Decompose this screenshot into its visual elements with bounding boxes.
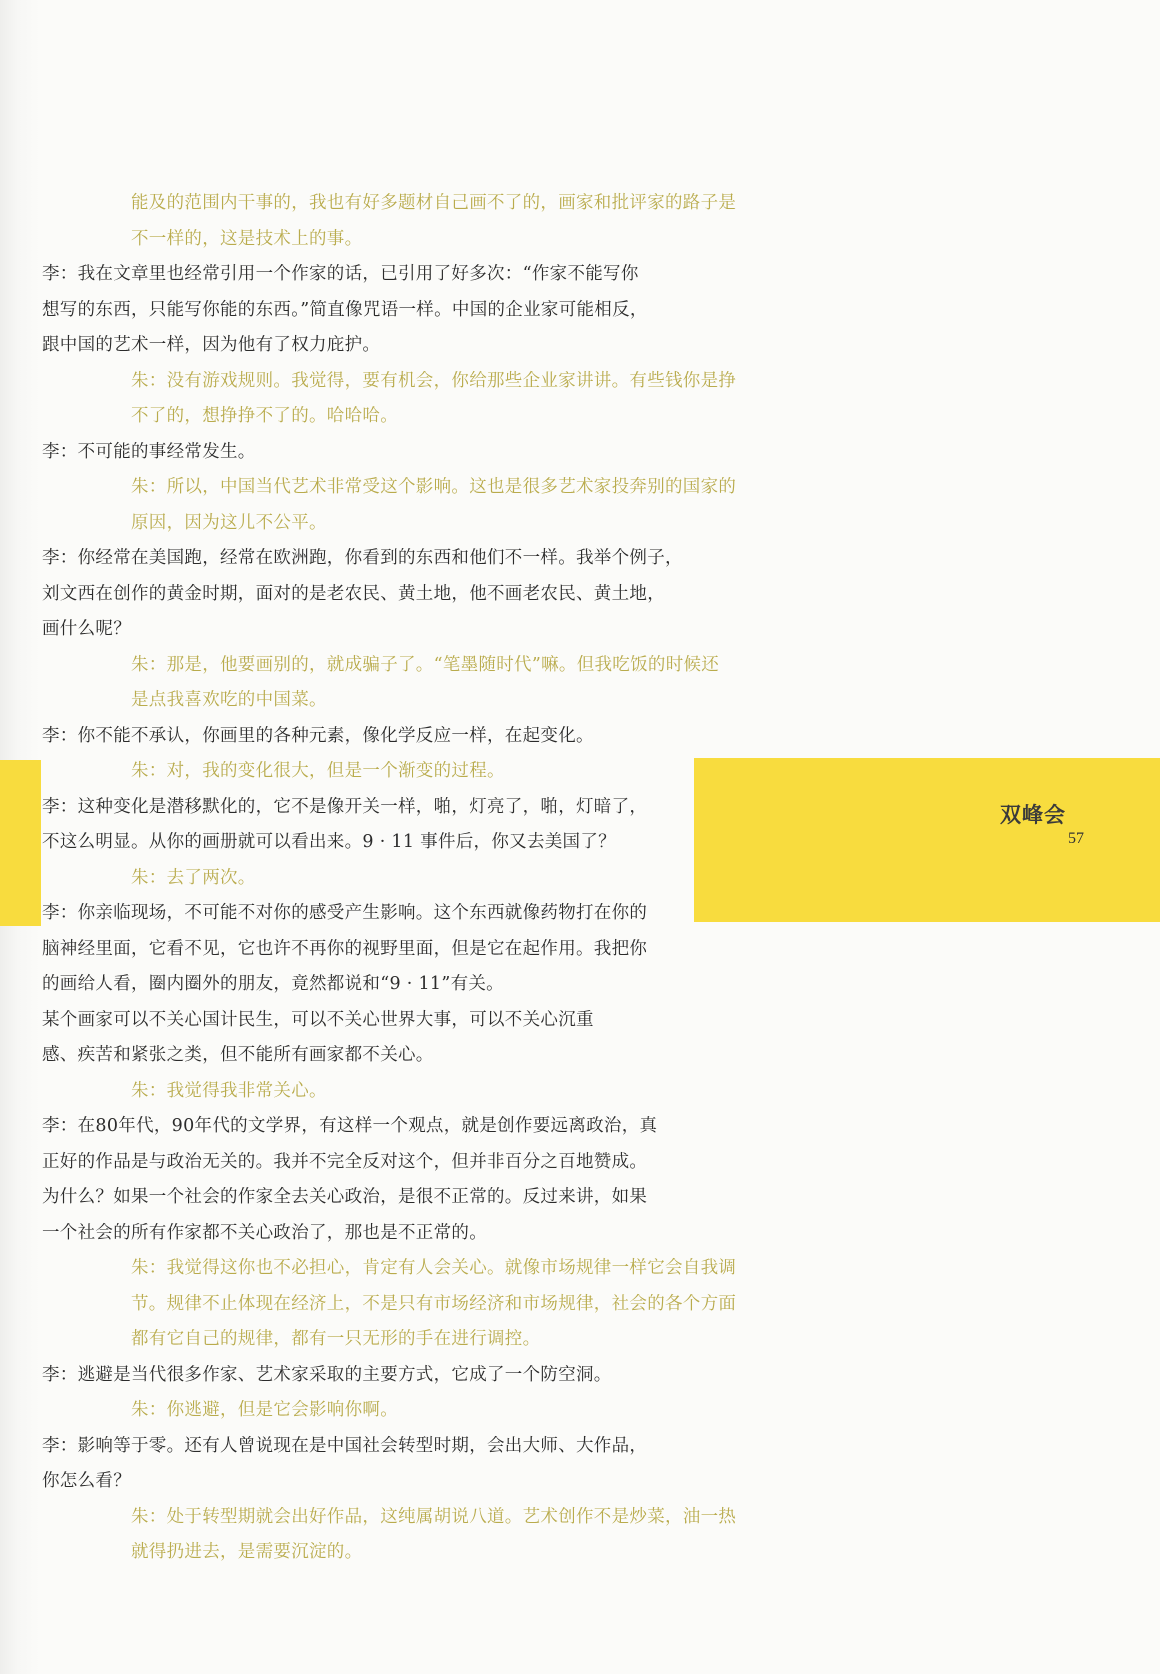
dialogue-line-li: 某个画家可以不关心国计民生，可以不关心世界大事，可以不关心沉重 <box>42 1009 594 1030</box>
dialogue-line-zhu: 朱：没有游戏规则。我觉得，要有机会，你给那些企业家讲讲。有些钱你是挣 <box>131 370 737 391</box>
running-head: 双峰会 <box>1000 802 1066 827</box>
dialogue-line-li: 李：在80年代，90年代的文学界，有这样一个观点，就是创作要远离政治，真 <box>42 1116 658 1136</box>
dialogue-line-li: 不这么明显。从你的画册就可以看出来。9 · 11 事件后，你又去美国了？ <box>42 832 616 852</box>
dialogue-line-zhu: 就得扔进去，是需要沉淀的。 <box>131 1542 363 1562</box>
dialogue-line-zhu: 不一样的，这是技术上的事。 <box>131 228 363 249</box>
dialogue-line-li: 李：逃避是当代很多作家、艺术家采取的主要方式，它成了一个防空洞。 <box>42 1364 612 1385</box>
dialogue-line-li: 的画给人看，圈内圈外的朋友，竟然都说和“9 · 11”有关。 <box>42 974 504 994</box>
dialogue-line-li: 脑神经里面，它看不见，它也许不再你的视野里面，但是它在起作用。我把你 <box>42 938 648 959</box>
dialogue-line-li: 想写的东西，只能写你能的东西。”简直像咒语一样。中国的企业家可能相反， <box>42 299 648 320</box>
dialogue-line-zhu: 朱：处于转型期就会出好作品，这纯属胡说八道。艺术创作不是炒菜，油一热 <box>131 1506 737 1527</box>
dialogue-line-zhu: 原因，因为这儿不公平。 <box>131 512 327 533</box>
dialogue-line-zhu: 是点我喜欢吃的中国菜。 <box>131 690 327 710</box>
dialogue-line-li: 李：影响等于零。还有人曾说现在是中国社会转型时期，会出大师、大作品， <box>42 1435 648 1456</box>
dialogue-line-zhu: 都有它自己的规律，都有一只无形的手在进行调控。 <box>131 1329 541 1349</box>
dialogue-line-zhu: 朱：我觉得这你也不必担心，肯定有人会关心。就像市场规律一样它会自我调 <box>131 1258 737 1278</box>
dialogue-line-li: 正好的作品是与政治无关的。我并不完全反对这个，但并非百分之百地赞成。 <box>42 1151 648 1172</box>
dialogue-line-zhu: 朱：我觉得我非常关心。 <box>131 1080 327 1101</box>
dialogue-line-li: 李：你不能不承认，你画里的各种元素，像化学反应一样，在起变化。 <box>42 725 594 746</box>
dialogue-line-zhu: 朱：去了两次。 <box>131 867 256 888</box>
dialogue-line-zhu: 朱：对，我的变化很大，但是一个渐变的过程。 <box>131 761 505 781</box>
dialogue-line-zhu: 朱：那是，他要画别的，就成骗子了。“笔墨随时代”嘛。但我吃饭的时候还 <box>131 654 720 675</box>
dialogue-line-zhu: 朱：你逃避，但是它会影响你啊。 <box>131 1400 398 1420</box>
dialogue-line-li: 李：你经常在美国跑，经常在欧洲跑，你看到的东西和他们不一样。我举个例子， <box>42 548 683 568</box>
dialogue-line-li: 李：这种变化是潜移默化的，它不是像开关一样，啪，灯亮了，啪，灯暗了， <box>42 796 648 817</box>
dialogue-line-zhu: 朱：所以，中国当代艺术非常受这个影响。这也是很多艺术家投奔别的国家的 <box>131 477 737 497</box>
dialogue-text <box>42 186 794 1571</box>
dialogue-line-li: 为什么？如果一个社会的作家全去关心政治，是很不正常的。反过来讲，如果 <box>42 1187 648 1207</box>
dialogue-line-li: 李：我在文章里也经常引用一个作家的话，已引用了好多次：“作家不能写你 <box>42 264 639 284</box>
dialogue-line-li: 李：你亲临现场，不可能不对你的感受产生影响。这个东西就像药物打在你的 <box>42 903 648 923</box>
dialogue-line-li: 画什么呢？ <box>42 619 131 639</box>
dialogue-line-li: 一个社会的所有作家都不关心政治了，那也是不正常的。 <box>42 1222 487 1243</box>
dialogue-line-zhu: 节。规律不止体现在经济上，不是只有市场经济和市场规律，社会的各个方面 <box>131 1293 737 1314</box>
dialogue-line-li: 感、疾苦和紧张之类，但不能所有画家都不关心。 <box>42 1045 434 1065</box>
dialogue-line-li: 跟中国的艺术一样，因为他有了权力庇护。 <box>42 335 381 355</box>
page-number: 57 <box>1068 830 1084 847</box>
dialogue-line-zhu: 能及的范围内干事的，我也有好多题材自己画不了的，画家和批评家的路子是 <box>131 193 737 213</box>
dialogue-line-li: 刘文西在创作的黄金时期，面对的是老农民、黄土地，他不画老农民、黄土地， <box>42 583 665 604</box>
dialogue-line-li: 你怎么看？ <box>42 1471 131 1491</box>
dialogue-line-zhu: 不了的，想挣挣不了的。哈哈哈。 <box>131 406 398 426</box>
dialogue-line-li: 李：不可能的事经常发生。 <box>42 441 256 462</box>
yellow-band-left <box>0 760 41 926</box>
